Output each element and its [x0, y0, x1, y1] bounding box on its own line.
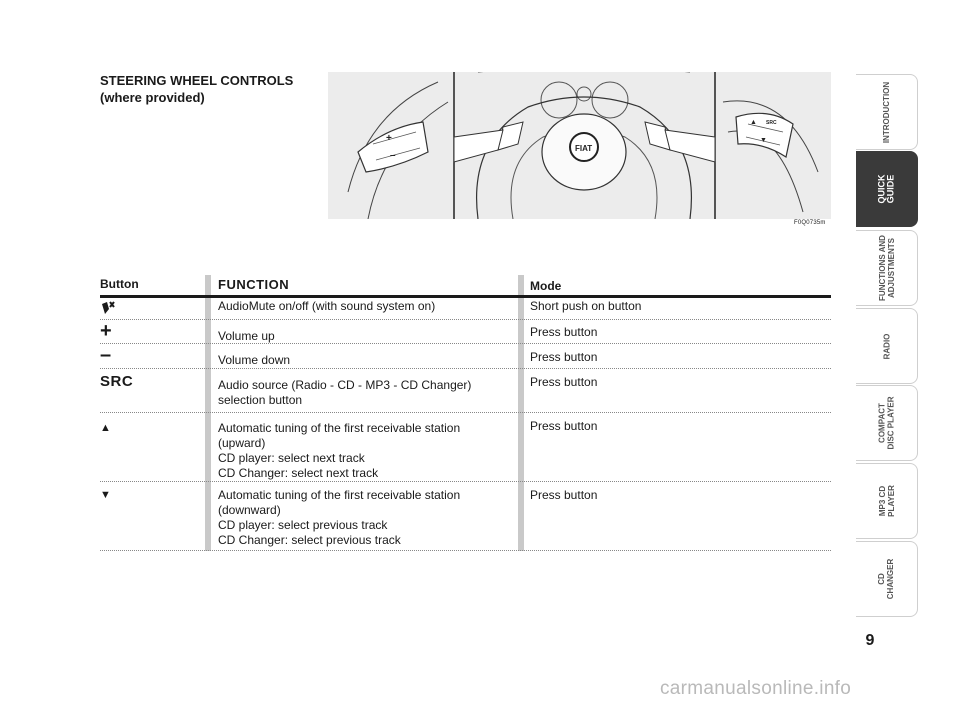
button-symbol: SRC: [100, 373, 134, 390]
steering-wheel-illustration: [328, 72, 831, 219]
svg-text:▼: ▼: [760, 137, 767, 144]
mute-icon: [100, 300, 116, 321]
row-divider: [100, 550, 831, 551]
column-divider-left: [205, 275, 211, 551]
page-number: 9: [865, 632, 875, 649]
svg-text:FIAT: FIAT: [575, 144, 593, 153]
tab-quick-guide[interactable]: QUICK GUIDE: [856, 151, 918, 227]
tab-functions-and-adjustments[interactable]: FUNCTIONS AND ADJUSTMENTS: [856, 230, 918, 306]
svg-text:–: –: [390, 150, 396, 161]
section-title: STEERING WHEEL CONTROLS: [100, 73, 294, 88]
function-text: Volume down: [218, 353, 291, 367]
tab-cd-changer[interactable]: CD CHANGER: [856, 541, 918, 617]
steering-wheel-drawing: [454, 72, 715, 219]
tab-mp3-cd-player[interactable]: MP3 CD PLAYER: [856, 463, 918, 539]
row-divider: [100, 368, 831, 369]
function-text: Automatic tuning of the first receivable station (downward) CD player: select previous track CD Changer: select previous track: [218, 488, 461, 547]
svg-text:SRC: SRC: [766, 120, 777, 126]
row-divider: [100, 319, 831, 320]
section-subtitle: (where provided): [100, 90, 205, 105]
button-symbol: +: [100, 320, 112, 342]
mode-text: Press button: [530, 350, 598, 364]
svg-text:▲: ▲: [750, 119, 757, 126]
button-symbol: –: [100, 344, 112, 366]
function-text: AudioMute on/off (with sound system on): [218, 299, 436, 313]
figure-code: F0Q0735m: [794, 220, 826, 226]
mode-text: Press button: [530, 375, 598, 389]
svg-text:+: +: [386, 133, 392, 144]
tab-introduction[interactable]: INTRODUCTION: [856, 74, 918, 150]
row-divider: [100, 412, 831, 413]
mode-text: Press button: [530, 488, 598, 502]
header-mode: Mode: [530, 279, 562, 293]
header-button: Button: [100, 277, 139, 291]
watermark: carmanualsonline.info: [660, 678, 852, 699]
mode-text: Short push on button: [530, 299, 642, 313]
function-text: Audio source (Radio - CD - MP3 - CD Changer) selection button: [218, 378, 472, 407]
mode-text: Press button: [530, 419, 598, 433]
function-text: Volume up: [218, 329, 275, 343]
button-symbol: ▼: [100, 489, 111, 501]
header-function: FUNCTION: [218, 277, 290, 292]
row-divider: [100, 481, 831, 482]
column-divider-right: [518, 275, 524, 551]
button-symbol: ▲: [100, 422, 111, 434]
tab-radio[interactable]: RADIO: [856, 308, 918, 384]
section-heading: [100, 72, 293, 106]
tab-compact-disc-player[interactable]: COMPACT DISC PLAYER: [856, 385, 918, 461]
function-text: Automatic tuning of the first receivable station (upward) CD player: select next track CD Changer: select next track: [218, 421, 461, 480]
mode-text: Press button: [530, 325, 598, 339]
table-header-rule: [100, 295, 831, 298]
